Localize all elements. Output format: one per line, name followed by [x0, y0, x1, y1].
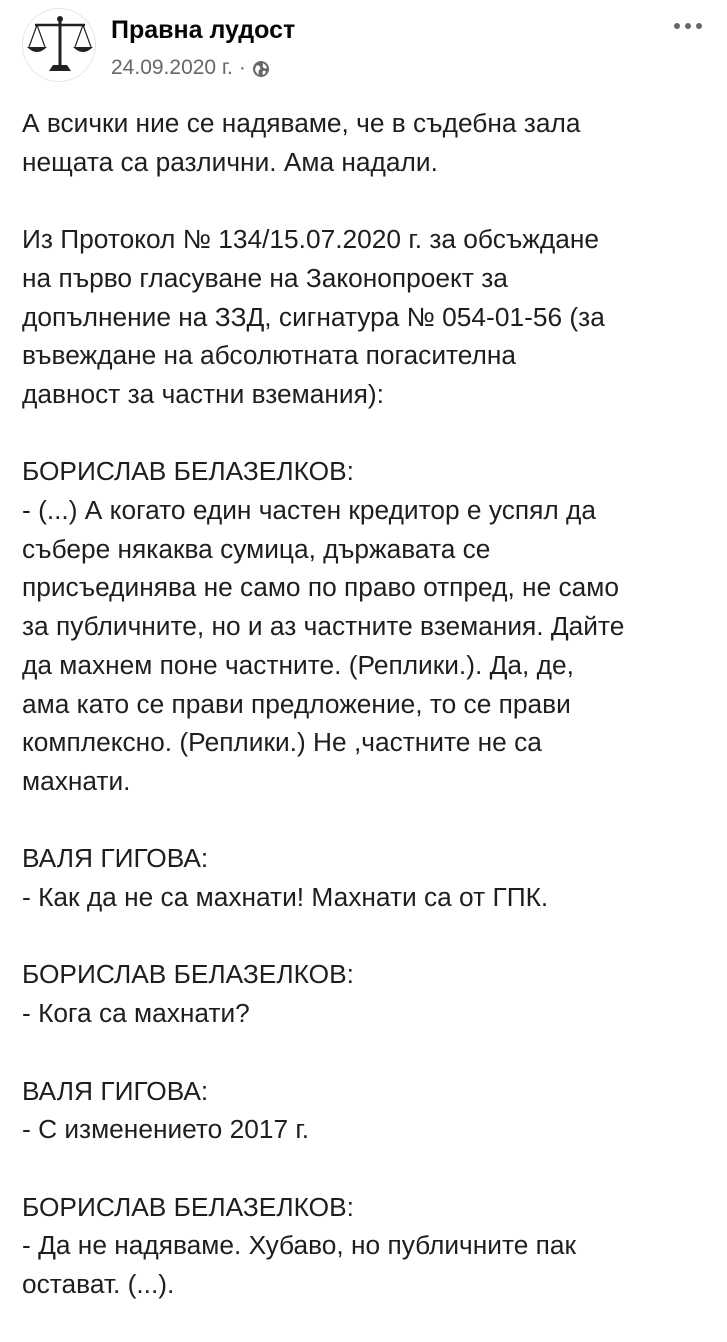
scales-of-justice-icon — [23, 9, 96, 82]
meta-separator: · — [238, 56, 246, 79]
post-body — [22, 104, 722, 1342]
post-header — [22, 6, 712, 86]
post-paragraph: Из Протокол № 134/15.07.2020 г. за обсъждане на първо гласуване на Законопроект за допълнение на ЗЗД, сигнатура № 054-01-56 (за въвеждане на абсолютната погасителна давност за частни вземания): — [22, 224, 605, 409]
page-avatar[interactable] — [22, 8, 96, 82]
post-paragraph: БОРИСЛАВ БЕЛАЗЕЛКОВ: - (...) А когато един частен кредитор е успял да събере някаква сумица, държавата се присъединява не само по право отпред, не само за публичните, но и аз частните вземания. Дайте да махнем поне частните. (Реплики.). Да, де, ама като се прави предложение, то се прави комплексно. (Реплики.) Не ,частните не са махнати. — [22, 456, 625, 796]
post-paragraph: БОРИСЛАВ БЕЛАЗЕЛКОВ: - Да не надяваме. Хубаво, но публичните пак остават. (...). — [22, 1191, 577, 1299]
post-date[interactable]: 24.09.2020 г. — [111, 56, 233, 79]
post-meta — [111, 56, 270, 80]
more-options-button[interactable] — [666, 12, 710, 40]
post-paragraph: ВАЛЯ ГИГОВА: - С изменението 2017 г. — [22, 1075, 310, 1145]
more-dots-icon — [674, 23, 680, 29]
post-paragraph: БОРИСЛАВ БЕЛАЗЕЛКОВ: - Кога са махнати? — [22, 959, 354, 1029]
page-name[interactable]: Правна лудост — [111, 16, 296, 44]
post-paragraph: ВАЛЯ ГИГОВА: - Как да не са махнати! Махнати са от ГПК. — [22, 843, 549, 913]
post-paragraph: А всички ние се надяваме, че в съдебна зала нещата са различни. Ама надали. — [22, 108, 581, 177]
globe-icon — [252, 60, 270, 78]
